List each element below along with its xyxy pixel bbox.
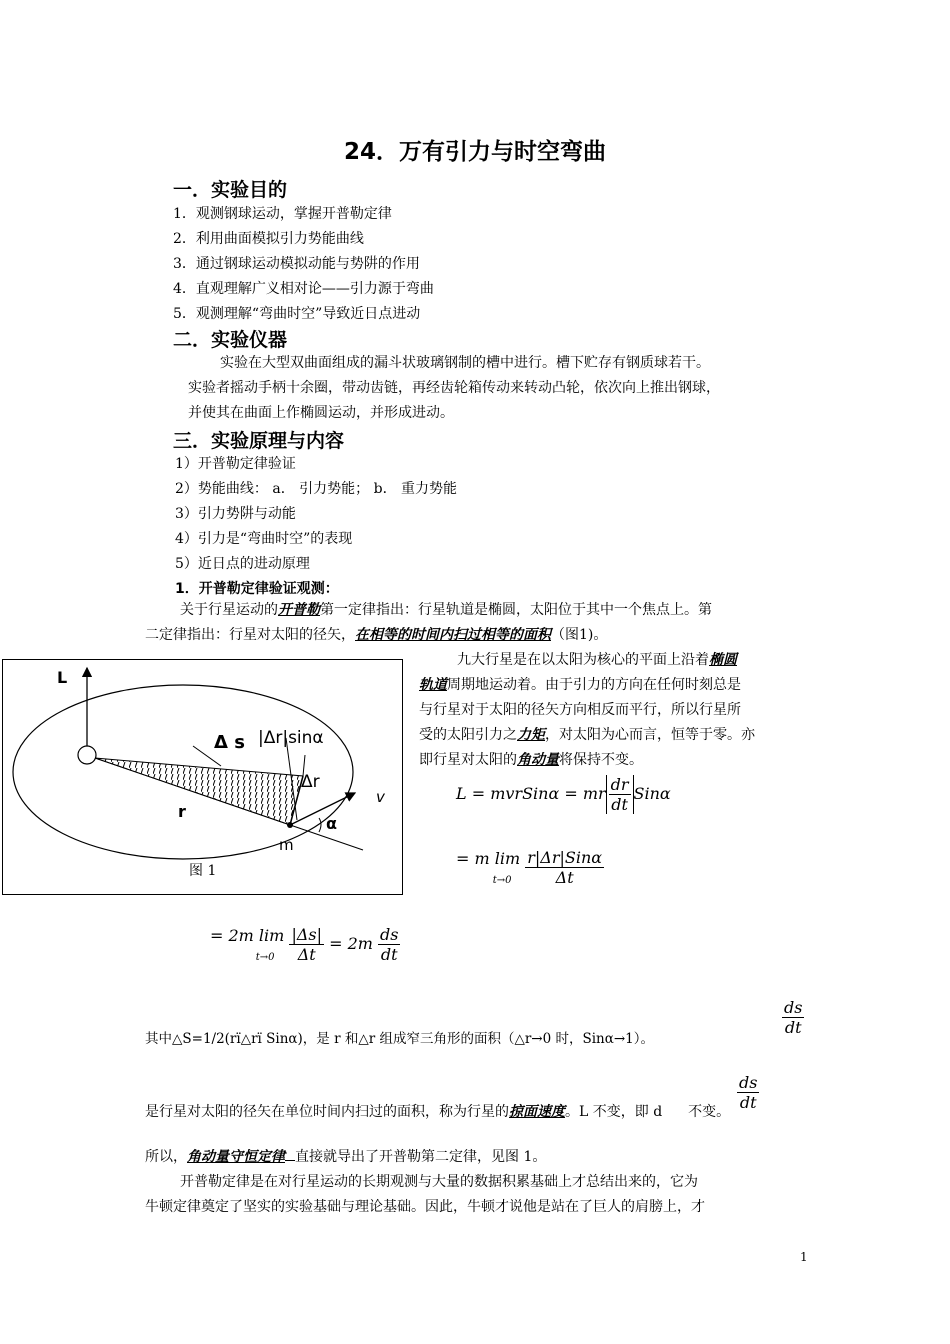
paragraph-orbit-line5 [419, 748, 643, 773]
aim-item: 1．观测钢球运动，掌握开普勒定律 [173, 206, 392, 222]
equation-3 [210, 925, 400, 964]
emphasis-orbit: 轨道 [419, 677, 447, 693]
paragraph-orbit-line4 [419, 723, 755, 748]
orbit-diagram [3, 660, 402, 894]
eq-text: = 2m [329, 934, 373, 953]
eq-denominator: Δt [297, 945, 316, 964]
swept-area [95, 758, 303, 825]
eq-denominator: dt [380, 945, 398, 964]
label-delta-r: Δr [301, 772, 320, 792]
text: （图1)。 [551, 627, 608, 643]
text: 将保持不变。 [559, 752, 643, 768]
text: 直接就导出了开普勒第二定律，见图 1。 [295, 1149, 547, 1165]
eq-text: = 2m lim [210, 925, 285, 945]
paragraph-kepler-line1 [180, 598, 712, 623]
eq-limit: t→0 [255, 951, 275, 963]
label-delta-s: Δ s [214, 732, 245, 753]
content-item: 1）开普勒定律验证 [175, 456, 296, 472]
eq-numerator: |Δs| [291, 925, 322, 944]
text: 二定律指出：行星对太阳的径矢， [145, 627, 355, 643]
emphasis-conservation-law: 角动量守恒定律 [187, 1149, 285, 1165]
label-alpha: α [326, 814, 337, 833]
paragraph-orbit-line3: 与行星对于太阳的径矢方向相反而平行，所以行星所 [419, 702, 741, 718]
content-item: 3）引力势阱与动能 [175, 506, 296, 522]
text: 是行星对太阳的径矢在单位时间内扫过的面积，称为行星的 [145, 1104, 509, 1120]
paragraph-areal-velocity [145, 1100, 730, 1125]
fraction-ds-dt-a [782, 998, 804, 1037]
equation-2 [456, 848, 604, 887]
section-heading-aims: 一．实验目的 [173, 179, 288, 201]
fraction-ds-dt-b [737, 1073, 759, 1112]
eq-text: Sinα [633, 784, 671, 803]
aim-item: 2．利用曲面模拟引力势能曲线 [173, 231, 364, 247]
emphasis-torque: 力矩 [517, 727, 545, 743]
sun-circle [78, 746, 96, 764]
planet-dot [287, 822, 293, 828]
label-L: L [57, 668, 68, 687]
aim-item: 4．直观理解广义相对论——引力源于弯曲 [173, 281, 434, 297]
label-dr-sin: |Δr|sinα [258, 728, 324, 748]
figure-1 [2, 659, 403, 895]
apparatus-line: 并使其在曲面上作椭圆运动，并形成进动。 [188, 405, 454, 421]
eq-numerator: ds [739, 1073, 758, 1092]
eq-denominator: dt [611, 795, 628, 814]
eq-numerator: ds [784, 998, 803, 1017]
eq-text: = m lim [456, 848, 521, 868]
content-item: 2）势能曲线： a． 引力势能； b． 重力势能 [175, 481, 458, 497]
section-heading-principles: 三．实验原理与内容 [173, 430, 345, 452]
eq-numerator: r|Δr|Sinα [527, 848, 603, 867]
section-heading-apparatus: 二．实验仪器 [173, 329, 288, 351]
text: 所以， [145, 1149, 187, 1165]
apparatus-line: 实验者摇动手柄十余圈，带动齿链，再经齿轮箱传动来转动凸轮，依次向上推出钢球， [188, 380, 720, 396]
eq-numerator: dr [610, 775, 629, 794]
content-item: 4）引力是“弯曲时空”的表现 [175, 531, 353, 547]
paragraph-kepler-line2 [145, 623, 607, 648]
eq-numerator: ds [380, 925, 399, 944]
text: 关于行星运动的 [180, 602, 278, 618]
emphasis-angular-momentum: 角动量 [517, 752, 559, 768]
label-v: v [376, 788, 385, 806]
figure-caption: 图 1 [189, 863, 217, 879]
velocity-arrow [290, 793, 355, 825]
eq-denominator: dt [739, 1093, 757, 1112]
apparatus-line: 实验在大型双曲面组成的漏斗状玻璃钢制的槽中进行。槽下贮存有钢质球若干。 [220, 355, 710, 371]
page-title: 24．万有引力与时空弯曲 [343, 139, 606, 165]
text: 周期地运动着。由于引力的方向在任何时刻总是 [447, 677, 741, 693]
text: 受的太阳引力之 [419, 727, 517, 743]
emphasis-equal-areas: 在相等的时间内扫过相等的面积 [355, 627, 551, 643]
paragraph-orbit-line1 [457, 648, 737, 673]
subsection-heading: 1．开普勒定律验证观测： [175, 581, 339, 597]
page-number: 1 [800, 1250, 808, 1264]
eq-limit: t→0 [492, 874, 512, 886]
text: 不变。 [688, 1104, 731, 1120]
paragraph-kepler-history-line1: 开普勒定律是在对行星运动的长期观测与大量的数据积累基础上才总结出来的，它为 [180, 1174, 698, 1190]
emphasis-ellipse: 椭圆 [709, 652, 737, 668]
content-item: 5）近日点的进动原理 [175, 556, 310, 572]
aim-item: 3．通过钢球运动模拟动能与势阱的作用 [173, 256, 420, 272]
label-r: r [178, 802, 186, 821]
text: 。L 不变，即 d [565, 1104, 663, 1120]
eq-text: L = mvrSinα = mr [456, 784, 606, 803]
emphasis-kepler: 开普勒 [278, 602, 320, 618]
equation-1 [456, 775, 671, 814]
text: 第一定律指出：行星轨道是椭圆，太阳位于其中一个焦点上。第 [320, 602, 712, 618]
paragraph-area-definition: 其中△S=1/2(rï△rï Sinα)，是 r 和△r 组成窄三角形的面积（△r→0 时，Sinα→1）。 [145, 1031, 655, 1047]
eq-denominator: Δt [555, 868, 574, 887]
text: 九大行星是在以太阳为核心的平面上沿着 [457, 652, 709, 668]
emphasis-areal-velocity: 掠面速度 [509, 1104, 565, 1120]
text: 即行星对太阳的 [419, 752, 517, 768]
paragraph-kepler-history-line2: 牛顿定律奠定了坚实的实验基础与理论基础。因此，牛顿才说他是站在了巨人的肩膀上，才 [145, 1199, 705, 1215]
paragraph-conclusion [145, 1145, 546, 1170]
text: ，对太阳为心而言，恒等于零。亦 [545, 727, 755, 743]
label-m: m [279, 836, 294, 854]
paragraph-orbit-line2 [419, 673, 741, 698]
aim-item: 5．观测理解“弯曲时空”导致近日点进动 [173, 306, 421, 322]
eq-denominator: dt [784, 1018, 802, 1037]
